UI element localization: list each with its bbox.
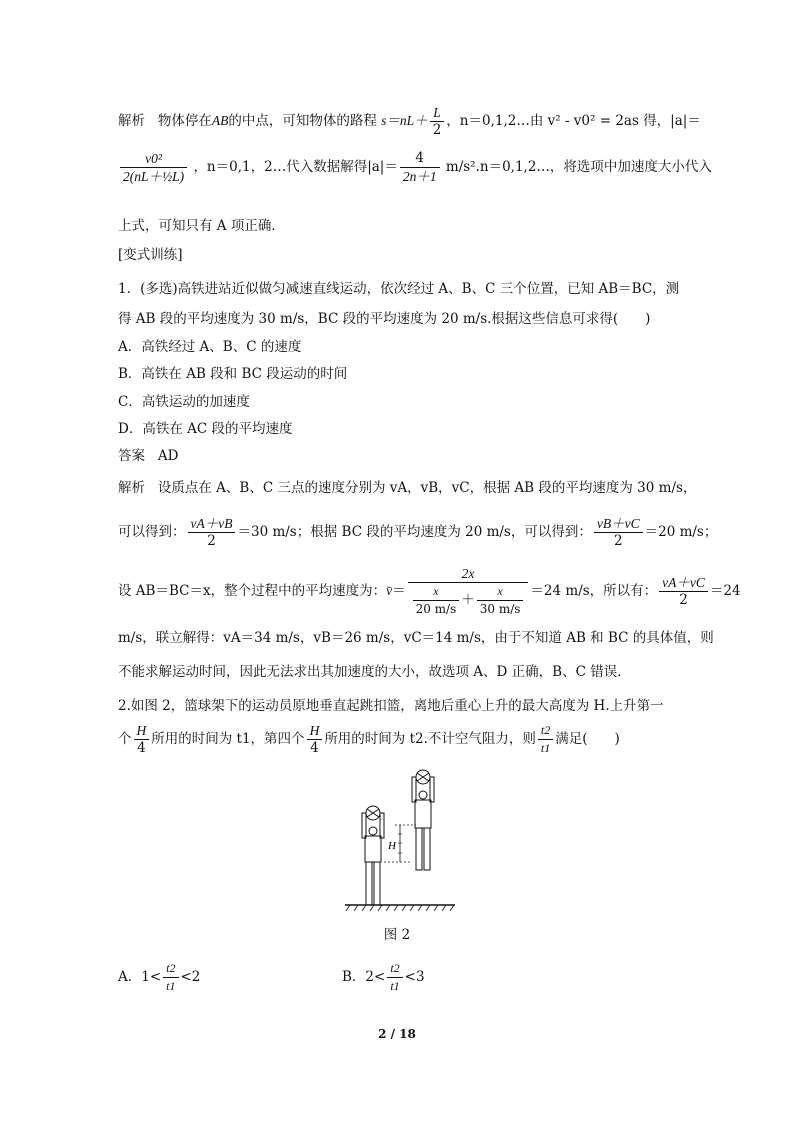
fraction-denominator: 30 m/s	[479, 602, 521, 616]
fraction-x-over-30	[477, 583, 524, 618]
q1-option-d: D．高铁在 AC 段的平均速度	[118, 421, 293, 437]
fraction-avg-ac	[659, 574, 708, 609]
q1-answer	[118, 446, 178, 466]
path-expression: s＝nL＋	[381, 113, 428, 128]
fraction-numerator: vA＋vB	[188, 515, 236, 533]
height-label: H	[388, 840, 396, 852]
basketball-jump-illustration	[340, 765, 460, 915]
analysis1-line2	[118, 150, 712, 185]
fraction-avg-bc	[594, 515, 643, 550]
analysis1-text: m/s².n＝0,1,2…，将选项中加速度大小代入	[445, 159, 712, 175]
q2-text: 满足( )	[555, 731, 620, 747]
q2-option-b	[342, 960, 425, 995]
fraction-denominator: $\frac{x}{20 m/s}$ ＋ $\frac{x}{30 m/s}$	[408, 583, 529, 618]
q2-text: 所用的时间为 t1，第四个	[151, 731, 305, 747]
fraction-H-over-4	[134, 722, 150, 757]
ground-hatching	[346, 905, 454, 911]
fraction-denominator: t1	[540, 741, 551, 755]
q2-text: 所用的时间为 t2.不计空气阻力，则	[324, 731, 536, 747]
option-text: <3	[404, 969, 425, 985]
fraction-denominator: t1	[166, 979, 176, 993]
figure-basketball-jump	[340, 765, 460, 919]
option-text: A．1<	[118, 969, 162, 985]
analysis2-text: ＝24	[709, 583, 741, 599]
fraction-numerator: L	[430, 104, 445, 122]
analysis2-text: ＝30 m/s；根据 BC 段的平均速度为 20 m/s，可以得到：	[237, 524, 592, 540]
analysis2-text: 可以得到：	[118, 524, 186, 540]
analysis2-line1	[118, 478, 696, 498]
q2-option-a	[118, 960, 200, 995]
fraction-numerator: H	[307, 722, 323, 740]
answer-value: AD	[157, 448, 179, 464]
fraction-t2-over-t1	[387, 960, 402, 995]
analysis1-text: ，n＝0,1,2…由 v² - v0² = 2as 得，|a|＝	[446, 113, 701, 129]
q1-stem-line2: 得 AB 段的平均速度为 30 m/s，BC 段的平均速度为 20 m/s.根据这些信息可求得( )	[118, 311, 651, 327]
standing-player	[362, 806, 384, 905]
answer-label: 答案	[118, 448, 145, 464]
fraction-numerator: 4	[400, 150, 440, 168]
analysis2-line4: m/s，联立解得：vA＝34 m/s，vB＝26 m/s，vC＝14 m/s，由于不知道 AB 和 BC 的具体值，则	[118, 630, 714, 646]
fraction-L-over-2	[430, 104, 445, 139]
fraction-t2-over-t1	[538, 722, 553, 757]
fraction-denominator: 2n＋1	[402, 169, 437, 184]
jumping-player	[412, 770, 434, 870]
fraction-a-value	[400, 150, 440, 185]
analysis1-text: ，n＝0,1，2…代入数据解得|a|＝	[193, 159, 398, 175]
page-number: 2 / 18	[378, 1027, 416, 1041]
fraction-total-average	[408, 565, 529, 618]
variant-heading: [变式训练]	[118, 247, 183, 263]
q1-option-a: A．高铁经过 A、B、C 的速度	[118, 339, 302, 355]
fraction-numerator: 2x	[408, 565, 529, 583]
q1-stem-line1: 1．(多选)高铁进站近似做匀减速直线运动，依次经过 A、B、C 三个位置，已知 AB＝BC，测	[118, 281, 680, 297]
fraction-denominator: 2	[432, 122, 442, 138]
fraction-t2-over-t1	[163, 960, 178, 995]
analysis1-line3: 上式，可知只有 A 项正确．	[118, 218, 285, 234]
fraction-numerator: x	[413, 583, 460, 601]
q1-option-b: B．高铁在 AB 段和 BC 段运动的时间	[118, 366, 348, 382]
fraction-denominator: 4	[310, 740, 319, 756]
fraction-numerator: vB＋vC	[594, 515, 643, 533]
fraction-numerator: t2	[387, 960, 402, 978]
fraction-denominator: 2	[613, 533, 623, 549]
equals-sign: ＝	[392, 583, 406, 599]
fraction-x-over-20	[413, 583, 460, 618]
q2-stem-line2	[118, 722, 620, 757]
analysis1-text: 物体停在	[157, 113, 212, 129]
analysis-label: 解析	[118, 480, 145, 496]
fraction-denominator: 2	[207, 533, 216, 549]
analysis-label: 解析	[118, 113, 145, 129]
fraction-numerator: t2	[163, 960, 178, 978]
fraction-acceleration	[120, 150, 187, 185]
analysis1-text: 的中点，可知物体的路程	[228, 113, 377, 129]
fraction-denominator: 20 m/s	[415, 602, 457, 616]
fraction-numerator: vA＋vC	[659, 574, 708, 592]
q2-stem-line1: 2.如图 2，篮球架下的运动员原地垂直起跳扣篮，离地后重心上升的最大高度为 H.上升第一	[118, 698, 664, 714]
fraction-avg-ab	[188, 515, 236, 550]
option-text: B．2<	[342, 969, 386, 985]
analysis2-text: 设 AB＝BC＝x，整个过程中的平均速度为：	[118, 583, 387, 599]
fraction-denominator: 2(nL＋½L)	[123, 169, 185, 184]
fraction-numerator: H	[134, 722, 150, 740]
average-velocity-symbol: v̄	[386, 583, 393, 598]
fraction-numerator: t2	[538, 722, 553, 740]
analysis2-line2	[118, 515, 717, 550]
fraction-denominator: t1	[390, 979, 400, 993]
fraction-H-over-4-second	[307, 722, 323, 757]
q2-text: 个	[118, 731, 132, 747]
analysis2-text: ＝20 m/s；	[644, 524, 718, 540]
fraction-numerator: x	[477, 583, 524, 601]
analysis2-text: 设质点在 A、B、C 三点的速度分别为 vA，vB，vC，根据 AB 段的平均速度为 30 m/s，	[157, 480, 697, 496]
analysis1-line1	[118, 104, 701, 139]
fraction-denominator: 4	[137, 740, 146, 756]
analysis2-line5: 不能求解运动时间，因此无法求出其加速度的大小，故选项 A、D 正确，B、C 错误．	[118, 664, 631, 680]
fraction-numerator: v0²	[120, 150, 187, 168]
segment-ab: AB	[211, 113, 229, 128]
figure-caption: 图 2	[383, 927, 411, 943]
q1-option-c: C．高铁运动的加速度	[118, 394, 250, 410]
analysis2-line3	[118, 565, 741, 618]
fraction-denominator: 2	[679, 592, 688, 608]
analysis2-text: ＝24 m/s，所以有：	[530, 583, 658, 599]
option-text: <2	[180, 969, 201, 985]
